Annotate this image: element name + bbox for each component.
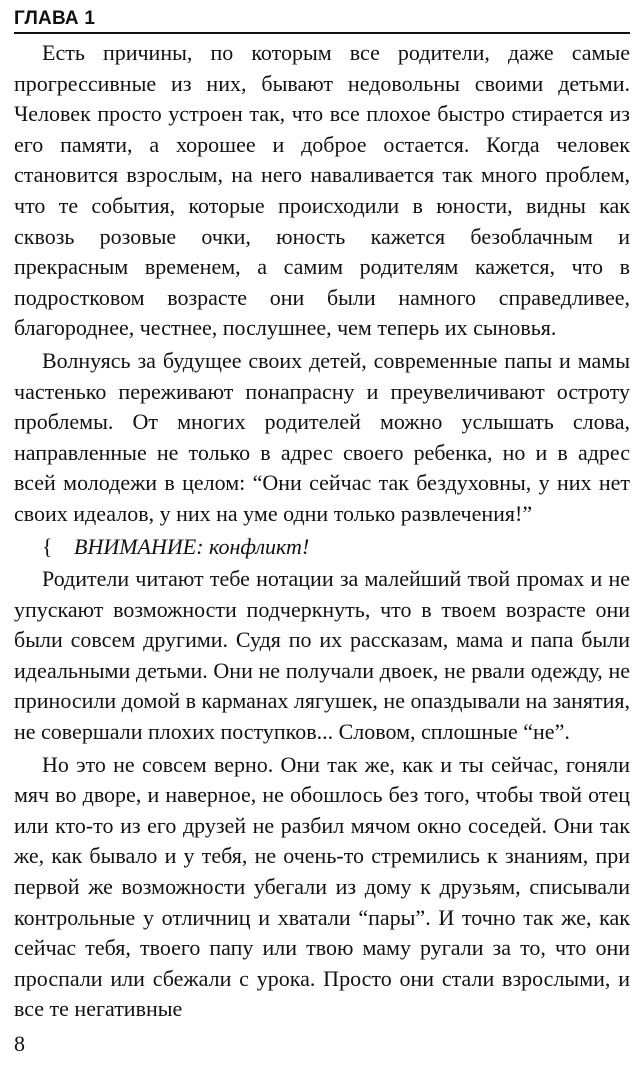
body-text bbox=[14, 38, 630, 1027]
page-number: 8 bbox=[14, 1031, 25, 1056]
paragraph-parents-worry: Волнуясь за будущее своих детей, современные папы и мамы частенько переживают понапрасну и преувеличивают остроту проблемы. От многих родителей можно услышать слова, направленные не только в адрес своего ребенка, но и в адрес всей молодежи в целом: “Они сейчас так бездуховны, у них нет своих идеалов, у них на уме одни только развлечения!” bbox=[14, 347, 630, 526]
chapter-label: ГЛАВА 1 bbox=[14, 8, 96, 29]
paragraph-parents-dissatisfied: Есть причины, по которым все родители, даже самые прогрессивные из них, бывают недовольны своими детьми. Человек просто устроен так, что все плохое быстро стирается из его памяти, а хорошее и доброе остается. Когда человек становится взрослым, на него наваливается так много проблем, что те события, которые происходили в юности, видны как сквозь розовые очки, юность кажется безоблачным и прекрасным временем, а самим родителям кажется, что в подростковом возрасте они были намного справедливее, благороднее, честнее, послушнее, чем теперь их сыновья. bbox=[14, 40, 630, 341]
paragraph-not-quite-true: Но это не совсем верно. Они так же, как и ты сейчас, гоняли мяч во дворе, и наверное, не обошлось без того, чтобы твой отец или кто-то из его друзей не разбил мячом окно соседей. Они так же, как бывало и у тебя, не очень-то стремились к знаниям, при первой же возможности убегали из дому к друзьям, списывали контрольные у отличниц и хватали “пары”. И точно так же, как сейчас тебя, твоего папу или твою маму ругали за то, что они проспали или сбежали с урока. Просто они стали взрослыми, и все те негативные bbox=[14, 751, 630, 1022]
attention-notice bbox=[14, 532, 630, 563]
attention-brace-icon: { bbox=[42, 533, 53, 559]
paragraph-parents-lectures: Родители читают тебе нотации за малейший твой промах и не упускают возможности подчеркнуть, что в твоем возрасте они были совсем другими. Судя по их рассказам, мама и папа были идеальными детьми. Они не получали двоек, не рвали одежду, не приносили домой в карманах лягушек, не опаздывали на занятия, не совершали плохих поступков... Словом, сплошные “не”. bbox=[14, 566, 630, 745]
running-header bbox=[14, 6, 630, 34]
attention-notice-text: ВНИМАНИЕ: конфликт! bbox=[74, 533, 310, 559]
